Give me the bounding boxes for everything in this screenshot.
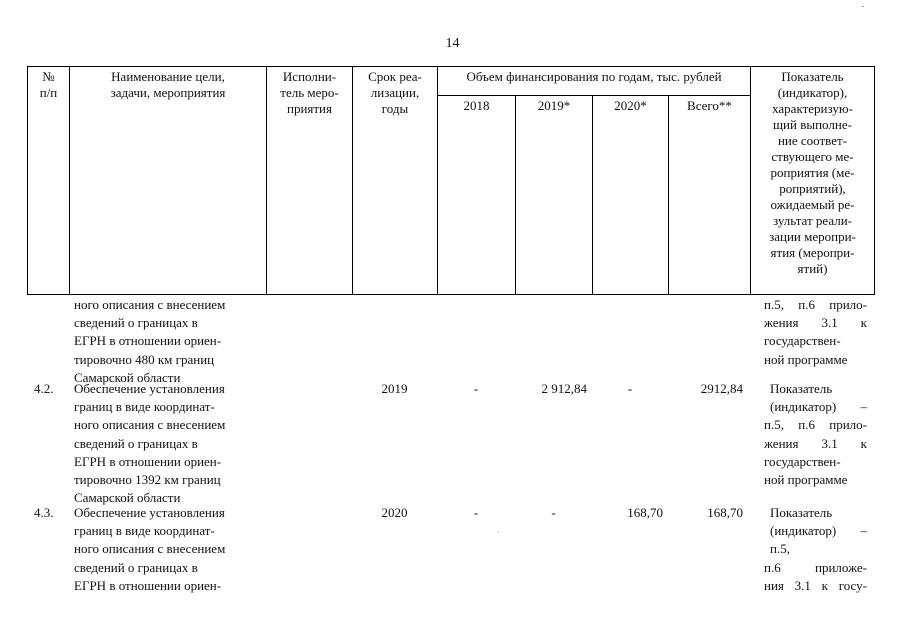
row-4-2-name	[74, 380, 264, 507]
name-line: границ в виде координат-	[74, 399, 215, 415]
header-year-2018: 2018	[438, 96, 516, 295]
indicator-line: п.5,	[770, 541, 790, 557]
header-term-line: лизации,	[370, 85, 420, 100]
row-4-2-2020: -	[627, 381, 633, 396]
header-num	[28, 67, 70, 295]
indicator-line: (индикатор) –	[770, 399, 867, 415]
header-num-line: №	[42, 69, 55, 84]
name-line: сведений о границах в	[74, 559, 198, 575]
row-continuation-indicator	[764, 296, 867, 369]
row-4-3-2019: -	[551, 505, 556, 520]
indicator-line: ной программе	[764, 472, 848, 488]
name-line: тировочно 480 км границ	[74, 351, 215, 367]
row-4-2-indicator	[764, 380, 867, 489]
table-header	[27, 66, 875, 295]
row-4-2-2018: -	[473, 381, 479, 396]
name-line: ного описания с внесением	[74, 417, 226, 433]
header-indicator-line: щий выполне-	[773, 117, 852, 132]
header-indicator-line: (индикатор),	[777, 85, 848, 100]
indicator-line: ния 3.1 к госу-	[764, 577, 867, 593]
name-line: границ в виде координат-	[74, 523, 215, 539]
name-line: Самарской области	[74, 369, 181, 385]
row-4-3-indicator	[764, 504, 867, 595]
name-line: ЕГРН в отношении ориен-	[74, 333, 222, 349]
indicator-line: п.5, п.6 прило-	[764, 297, 867, 312]
header-indicator-line: характеризую-	[772, 101, 853, 116]
row-4-3-name	[74, 504, 264, 595]
header-indicator	[751, 67, 875, 295]
name-line: ЕГРН в отношении ориен-	[74, 577, 222, 593]
name-line: ного описания с внесением	[74, 297, 226, 312]
header-year-2019: 2019*	[516, 96, 593, 295]
indicator-line: жения 3.1 к	[764, 315, 867, 331]
header-indicator-line: роприятий),	[779, 181, 846, 196]
header-name-line: задачи, мероприятия	[110, 85, 226, 100]
header-indicator-line: Показатель	[781, 69, 844, 84]
indicator-line: (индикатор) –	[770, 523, 867, 539]
indicator-line: п.5, п.6 прило-	[764, 417, 867, 433]
header-indicator-line: ствующего ме-	[771, 149, 854, 164]
header-indicator-line: зации меропри-	[769, 229, 856, 244]
row-continuation-name	[74, 296, 264, 387]
row-4-2-total: 2912,84	[700, 381, 743, 396]
indicator-line: государствен-	[764, 333, 841, 349]
header-indicator-line: ожидаемый ре-	[770, 197, 855, 212]
name-line: тировочно 1392 км границ	[74, 472, 221, 488]
indicator-line: Показатель	[770, 505, 833, 520]
row-4-3-total: 168,70	[707, 505, 743, 520]
header-year-2020: 2020*	[593, 96, 669, 295]
header-executor-line: приятия	[286, 101, 332, 116]
name-line: Самарской области	[74, 490, 181, 506]
row-4-3-2020: 168,70	[627, 505, 663, 520]
header-term-line: годы	[381, 101, 409, 116]
header-indicator-line: зультат реали-	[772, 213, 852, 228]
indicator-line: жения 3.1 к	[764, 435, 867, 451]
header-total: Всего**	[669, 96, 751, 295]
indicator-line: государствен-	[764, 453, 841, 469]
header-indicator-line: ние соответ-	[777, 133, 848, 148]
header-financing: Объем финансирования по годам, тыс. рублей	[438, 67, 751, 96]
header-indicator-line: ятий)	[797, 261, 828, 276]
scan-speck	[862, 6, 864, 7]
page-number: 14	[445, 36, 460, 51]
row-4-2-2019: 2 912,84	[541, 381, 587, 396]
row-4-3-term: 2020	[381, 505, 408, 520]
header-term	[353, 67, 438, 295]
row-4-3-num: 4.3.	[34, 505, 54, 520]
row-4-2-term: 2019	[381, 381, 408, 396]
row-4-2-num: 4.2.	[34, 381, 54, 396]
header-term-line: Срок реа-	[368, 69, 422, 84]
name-line: Обеспечение установления	[74, 381, 225, 396]
indicator-line: п.6 приложе-	[764, 559, 867, 575]
header-executor	[267, 67, 353, 295]
name-line: ного описания с внесением	[74, 541, 226, 557]
header-executor-line: тель меро-	[280, 85, 339, 100]
scan-speck	[498, 531, 499, 532]
name-line: сведений о границах в	[74, 315, 198, 331]
name-line: Обеспечение установления	[74, 505, 225, 520]
header-name	[70, 67, 267, 295]
name-line: ЕГРН в отношении ориен-	[74, 453, 222, 469]
name-line: сведений о границах в	[74, 435, 198, 451]
header-indicator-line: роприятия (ме-	[770, 165, 855, 180]
indicator-line: Показатель	[770, 381, 833, 396]
row-4-3-2018: -	[473, 505, 479, 520]
header-name-line: Наименование цели,	[111, 69, 225, 84]
header-executor-line: Исполни-	[282, 69, 337, 84]
indicator-line: ной программе	[764, 351, 848, 367]
header-indicator-line: ятия (меропри-	[770, 245, 855, 260]
header-num-line: п/п	[39, 85, 58, 100]
